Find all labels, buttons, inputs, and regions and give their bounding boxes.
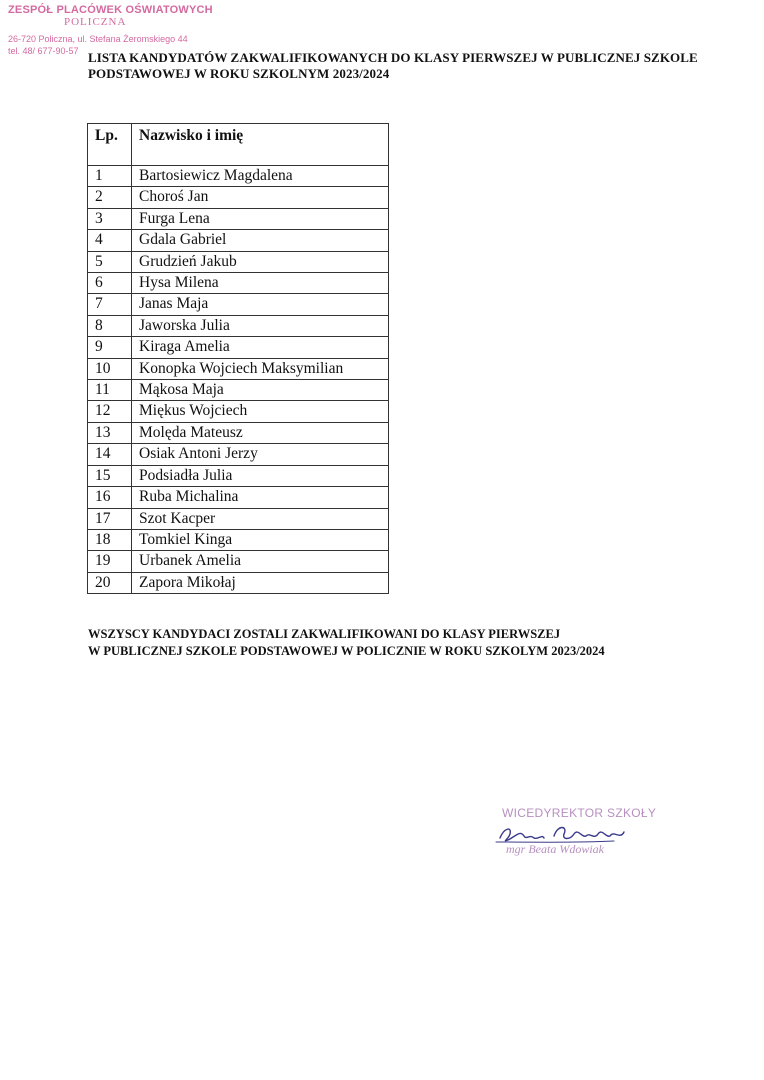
row-number: 13 xyxy=(88,422,132,443)
candidate-name: Zapora Mikołaj xyxy=(132,572,389,593)
table-row xyxy=(88,294,389,315)
candidate-name: Tomkiel Kinga xyxy=(132,529,389,550)
candidate-name: Janas Maja xyxy=(132,294,389,315)
row-number: 17 xyxy=(88,508,132,529)
signature-role: WICEDYREKTOR SZKOŁY xyxy=(502,806,657,820)
row-number: 3 xyxy=(88,208,132,229)
table-row xyxy=(88,422,389,443)
column-header-name: Nazwisko i imię xyxy=(132,124,389,166)
row-number: 20 xyxy=(88,572,132,593)
candidate-name: Jaworska Julia xyxy=(132,315,389,336)
table-row xyxy=(88,401,389,422)
candidate-name: Bartosiewicz Magdalena xyxy=(132,166,389,187)
table-row xyxy=(88,572,389,593)
column-header-lp: Lp. xyxy=(88,124,132,166)
row-number: 8 xyxy=(88,315,132,336)
table-row xyxy=(88,337,389,358)
table-row xyxy=(88,187,389,208)
row-number: 5 xyxy=(88,251,132,272)
candidate-name: Molęda Mateusz xyxy=(132,422,389,443)
table-row xyxy=(88,208,389,229)
row-number: 1 xyxy=(88,166,132,187)
row-number: 7 xyxy=(88,294,132,315)
stamp-line-3: 26-720 Policzna, ul. Stefana Żeromskiego 44 xyxy=(8,34,188,44)
row-number: 12 xyxy=(88,401,132,422)
row-number: 15 xyxy=(88,465,132,486)
table-row xyxy=(88,273,389,294)
candidate-name: Miękus Wojciech xyxy=(132,401,389,422)
candidates-table xyxy=(87,123,389,594)
table-body xyxy=(88,166,389,594)
signature-name: mgr Beata Wdowiak xyxy=(506,842,604,856)
row-number: 16 xyxy=(88,487,132,508)
candidate-name: Choroś Jan xyxy=(132,187,389,208)
footer-line-2: W PUBLICZNEJ SZKOLE PODSTAWOWEJ W POLICZNIE W ROKU SZKOLYM 2023/2024 xyxy=(88,644,605,658)
footer-note xyxy=(88,626,728,660)
row-number: 11 xyxy=(88,380,132,401)
document-title: LISTA KANDYDATÓW ZAKWALIFIKOWANYCH DO KLASY PIERWSZEJ W PUBLICZNEJ SZKOLE PODSTAWOWEJ W ROKU SZKOLNYM 2023/2024 xyxy=(88,50,698,81)
table-row xyxy=(88,315,389,336)
row-number: 10 xyxy=(88,358,132,379)
candidate-name: Urbanek Amelia xyxy=(132,551,389,572)
candidate-name: Mąkosa Maja xyxy=(132,380,389,401)
table-row xyxy=(88,487,389,508)
table-row xyxy=(88,380,389,401)
table-row xyxy=(88,529,389,550)
table-row xyxy=(88,230,389,251)
table-row xyxy=(88,166,389,187)
candidate-name: Grudzień Jakub xyxy=(132,251,389,272)
stamp-line-1: ZESPÓŁ PLACÓWEK OŚWIATOWYCH xyxy=(8,4,213,16)
candidate-name: Hysa Milena xyxy=(132,273,389,294)
table-row xyxy=(88,465,389,486)
candidate-name: Ruba Michalina xyxy=(132,487,389,508)
table-row xyxy=(88,444,389,465)
candidate-name: Konopka Wojciech Maksymilian xyxy=(132,358,389,379)
candidate-name: Furga Lena xyxy=(132,208,389,229)
row-number: 14 xyxy=(88,444,132,465)
table-row xyxy=(88,358,389,379)
candidate-name: Gdala Gabriel xyxy=(132,230,389,251)
school-stamp xyxy=(8,4,213,56)
stamp-line-2: POLICZNA xyxy=(64,16,127,28)
row-number: 4 xyxy=(88,230,132,251)
signature-block xyxy=(488,806,658,857)
candidate-name: Podsiadła Julia xyxy=(132,465,389,486)
row-number: 18 xyxy=(88,529,132,550)
row-number: 19 xyxy=(88,551,132,572)
stamp-line-4: tel. 48/ 677-90-57 xyxy=(8,46,79,56)
table-row xyxy=(88,508,389,529)
row-number: 6 xyxy=(88,273,132,294)
footer-line-1: WSZYSCY KANDYDACI ZOSTALI ZAKWALIFIKOWANI DO KLASY PIERWSZEJ xyxy=(88,627,561,641)
table-row xyxy=(88,551,389,572)
candidate-name: Osiak Antoni Jerzy xyxy=(132,444,389,465)
table-header-row xyxy=(88,124,389,166)
table-row xyxy=(88,251,389,272)
row-number: 9 xyxy=(88,337,132,358)
row-number: 2 xyxy=(88,187,132,208)
candidate-name: Kiraga Amelia xyxy=(132,337,389,358)
candidate-name: Szot Kacper xyxy=(132,508,389,529)
